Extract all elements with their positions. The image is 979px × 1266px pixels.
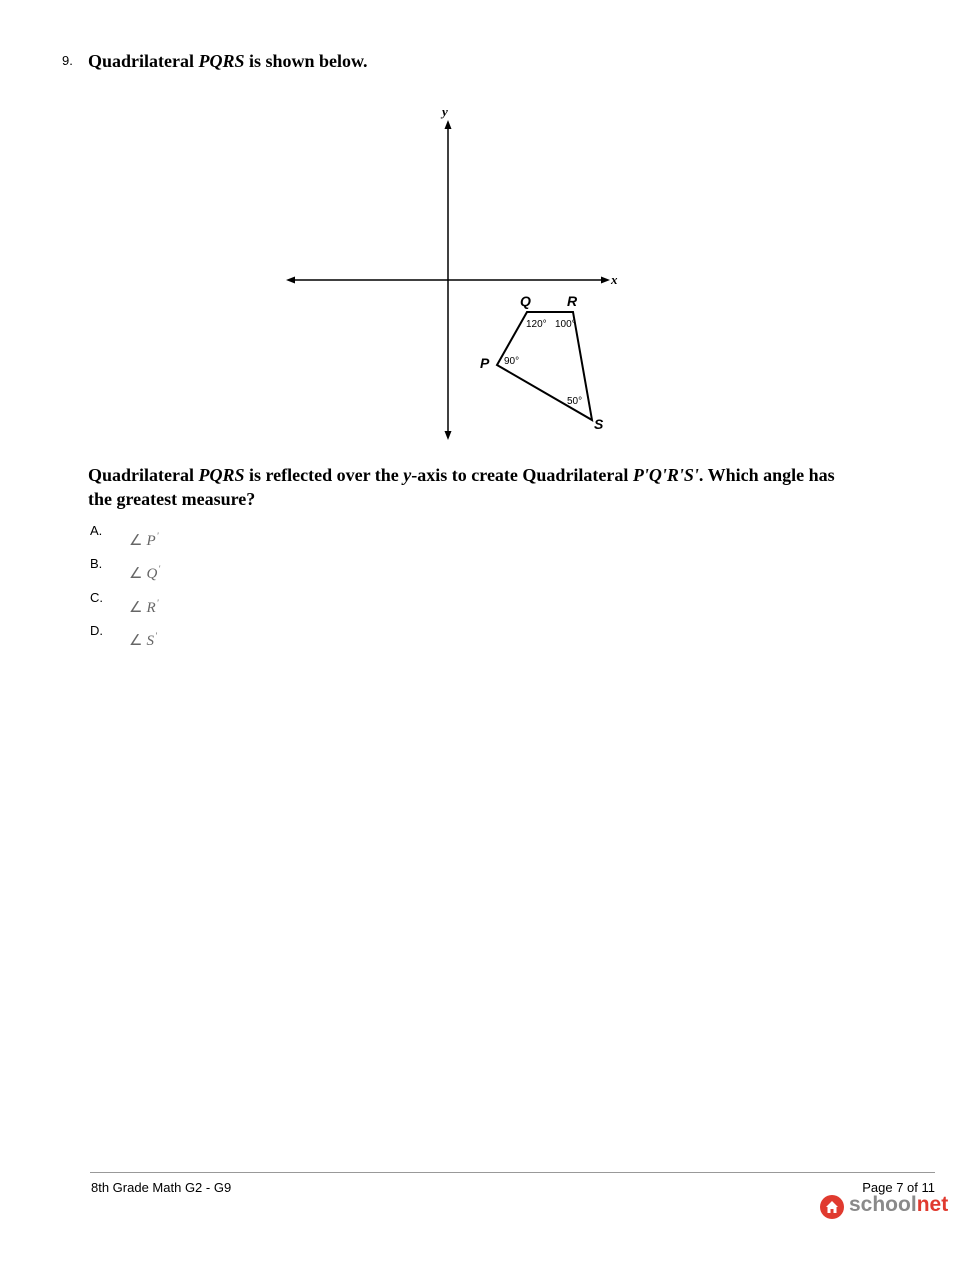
choice-letter: D. — [90, 623, 103, 638]
angle-symbol: ∠ — [129, 533, 143, 549]
choice-letter: A. — [90, 523, 103, 538]
question-stem — [88, 51, 368, 72]
angle-vertex: R — [146, 600, 156, 616]
vertex-label-r: R — [567, 293, 578, 309]
prompt-shape-name: PQRS — [198, 465, 245, 485]
answer-choice-c[interactable] — [90, 590, 290, 618]
x-axis-label: x — [611, 272, 618, 287]
answer-choice-d[interactable] — [90, 623, 290, 651]
angle-symbol: ∠ — [129, 566, 143, 582]
choice-angle — [129, 564, 160, 583]
brand-part-school: school — [849, 1193, 917, 1216]
answer-choice-b[interactable] — [90, 556, 290, 584]
angle-label-q: 120° — [526, 319, 547, 330]
choice-angle — [129, 631, 157, 650]
brand-part-net: net — [916, 1193, 949, 1216]
answer-choice-a[interactable] — [90, 523, 290, 551]
footer-test-title: 8th Grade Math G2 - G9 — [91, 1180, 232, 1195]
question-prompt — [88, 463, 848, 511]
prompt-part-4: . Which angle has the greatest measure? — [88, 465, 835, 509]
choice-angle — [129, 598, 159, 617]
prompt-axis-name: y — [403, 465, 412, 485]
y-axis-arrow-top — [445, 120, 452, 129]
prime-mark: ' — [156, 531, 159, 541]
prime-mark: ' — [156, 598, 159, 608]
x-axis-arrow-left — [286, 277, 295, 284]
prime-mark: ' — [158, 564, 161, 574]
vertex-label-s: S — [594, 416, 604, 432]
choice-letter: B. — [90, 556, 103, 571]
angle-vertex: P — [146, 533, 156, 549]
stem-shape-name: PQRS — [198, 51, 245, 71]
x-axis-arrow-right — [601, 277, 610, 284]
prompt-part-3: -axis to create Quadrilateral — [411, 465, 633, 485]
angle-label-r: 100° — [555, 319, 576, 330]
vertex-label-p: P — [480, 355, 490, 371]
angle-symbol: ∠ — [129, 600, 143, 616]
y-axis-arrow-bottom — [445, 431, 452, 440]
prompt-part-1: Quadrilateral — [88, 465, 199, 485]
angle-vertex: Q — [146, 566, 158, 582]
stem-prefix: Quadrilateral — [88, 51, 199, 71]
vertex-label-q: Q — [520, 293, 531, 309]
choice-letter: C. — [90, 590, 103, 605]
house-icon — [820, 1195, 844, 1219]
prime-mark: ' — [154, 631, 157, 641]
stem-suffix: is shown below. — [244, 51, 368, 71]
footer-page-number: Page 7 of 11 — [862, 1180, 935, 1195]
angle-vertex: S — [146, 633, 154, 649]
y-axis-label: y — [442, 104, 448, 119]
prompt-image-name: P'Q'R'S' — [632, 465, 699, 485]
angle-label-s: 50° — [567, 396, 583, 407]
footer-divider — [90, 1172, 935, 1173]
brand-wordmark — [849, 1193, 948, 1217]
question-number: 9. — [62, 53, 73, 68]
choice-angle — [129, 531, 159, 550]
schoolnet-logo — [820, 1193, 949, 1220]
angle-label-p: 90° — [504, 356, 520, 367]
prompt-part-2: is reflected over the — [244, 465, 404, 485]
angle-symbol: ∠ — [129, 633, 143, 649]
coordinate-figure — [280, 100, 620, 445]
